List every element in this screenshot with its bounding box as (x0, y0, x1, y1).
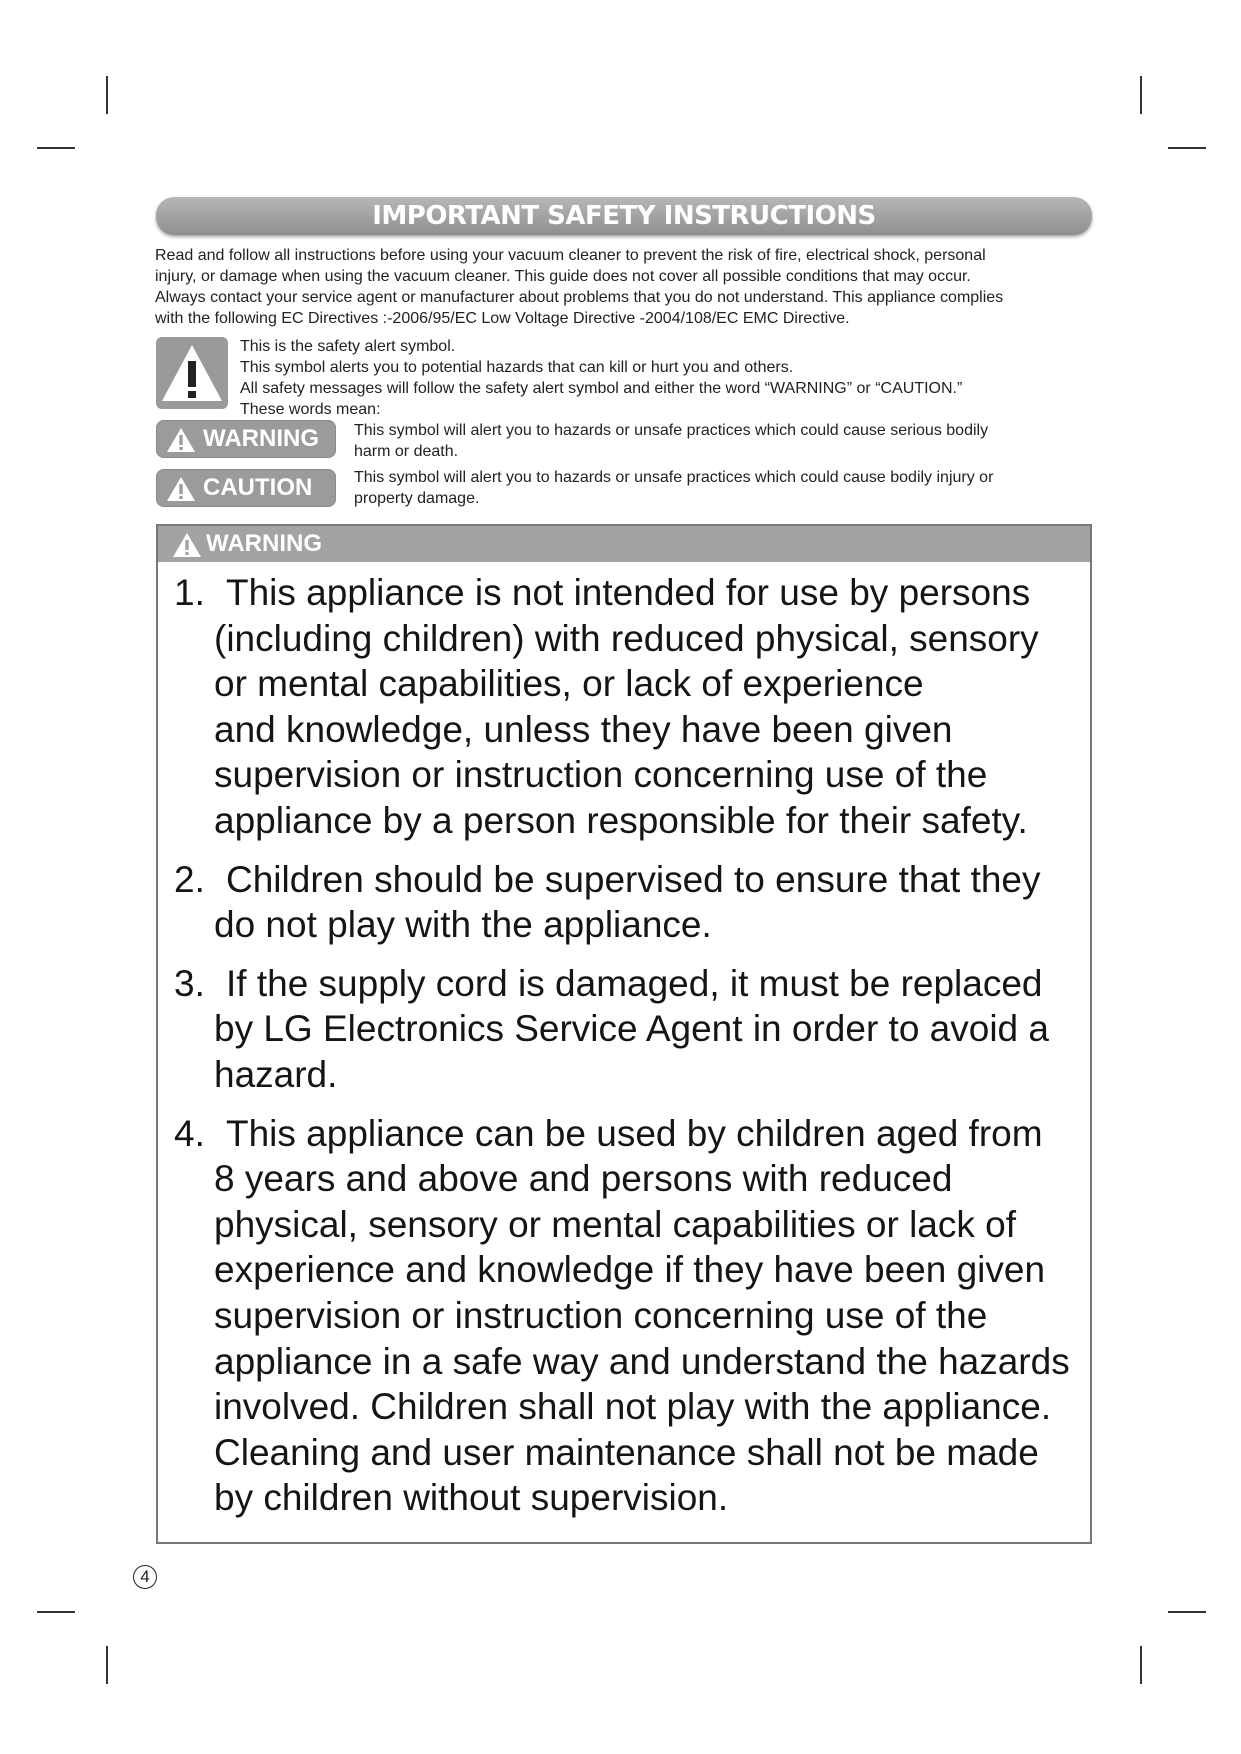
warning-badge-description (354, 420, 1074, 462)
exclamation-triangle-icon (156, 337, 228, 409)
page-number: 4 (133, 1565, 157, 1589)
page-title: IMPORTANT SAFETY INSTRUCTIONS (156, 197, 1092, 235)
item-line: physical, sensory or mental capabilities or lack of (214, 1203, 1017, 1245)
caution-badge-label: CAUTION (203, 474, 313, 501)
intro-paragraph (155, 245, 1095, 329)
safety-alert-symbol-row (155, 336, 1095, 416)
item-number: 1. (174, 572, 205, 613)
alert-line: This symbol alerts you to potential hazards that can kill or hurt you and others. (240, 359, 794, 376)
crop-mark-top-right-h (1168, 147, 1206, 149)
item-line: and knowledge, unless they have been given (214, 708, 953, 750)
intro-line: Read and follow all instructions before using your vacuum cleaner to prevent the risk of fire, electrical shock, personal (155, 247, 986, 264)
crop-mark-top-right-v (1140, 76, 1142, 114)
item-line: This appliance is not intended for use by persons (226, 572, 1031, 613)
intro-line: with the following EC Directives :-2006/95/EC Low Voltage Directive -2004/108/EC EMC Directive. (155, 310, 850, 327)
list-item (174, 857, 1084, 948)
item-line: If the supply cord is damaged, it must be replaced (226, 962, 1043, 1004)
item-line: do not play with the appliance. (214, 904, 712, 946)
item-line: Children should be supervised to ensure that they (226, 858, 1041, 900)
item-line: or mental capabilities, or lack of experience (214, 663, 924, 705)
caution-triangle-icon (166, 476, 196, 502)
item-line: by LG Electronics Service Agent in order to avoid a (214, 1008, 1049, 1050)
item-line: 8 years and above and persons with reduced (214, 1158, 953, 1200)
warning-section-header (158, 526, 1090, 562)
alert-line: This is the safety alert symbol. (240, 338, 456, 355)
warning-section (156, 524, 1092, 1544)
item-line: by children without supervision. (214, 1477, 729, 1519)
caution-badge-description (354, 467, 1074, 509)
intro-line: Always contact your service agent or manufacturer about problems that you do not understand. This appliance complies (155, 289, 1004, 306)
list-item (174, 961, 1084, 1098)
item-line: involved. Children shall not play with the appliance. (214, 1386, 1052, 1428)
crop-mark-bottom-right-v (1140, 1646, 1142, 1684)
item-line: experience and knowledge if they have been given (214, 1249, 1046, 1291)
item-number: 2. (174, 858, 205, 900)
item-line: hazard. (214, 1053, 338, 1095)
warning-triangle-icon (166, 427, 196, 453)
item-line: (including children) with reduced physical, sensory (214, 617, 1039, 659)
item-line: supervision or instruction concerning use of the (214, 754, 988, 796)
item-line: Cleaning and user maintenance shall not be made (214, 1431, 1039, 1473)
caution-desc-line: This symbol will alert you to hazards or unsafe practices which could cause bodily injury or (354, 469, 994, 486)
crop-mark-top-left-h (37, 147, 75, 149)
intro-line: injury, or damage when using the vacuum cleaner. This guide does not cover all possible conditions that may occur. (155, 268, 971, 285)
warning-desc-line: harm or death. (354, 443, 459, 460)
list-item (174, 570, 1084, 844)
crop-mark-bottom-right-h (1168, 1611, 1206, 1613)
caution-badge (156, 469, 336, 507)
item-number: 3. (174, 962, 205, 1004)
alert-symbol-box (156, 337, 228, 409)
item-line: This appliance can be used by children aged from (226, 1112, 1043, 1154)
item-line: appliance by a person responsible for their safety. (214, 799, 1028, 841)
warning-triangle-icon (172, 532, 202, 558)
list-item (174, 1111, 1084, 1521)
item-line: supervision or instruction concerning use of the (214, 1294, 988, 1336)
caution-desc-line: property damage. (354, 490, 480, 507)
warning-badge-label: WARNING (203, 425, 319, 452)
warning-badge (156, 420, 336, 458)
crop-mark-bottom-left-h (37, 1611, 75, 1613)
crop-mark-top-left-v (106, 76, 108, 114)
alert-line: All safety messages will follow the safety alert symbol and either the word “WARNING” or “CAUTION.” (240, 380, 963, 397)
alert-symbol-description (240, 336, 1100, 420)
item-line: appliance in a safe way and understand the hazards (214, 1340, 1070, 1382)
alert-line: These words mean: (240, 401, 381, 418)
warning-section-title: WARNING (206, 530, 322, 557)
warning-list (174, 570, 1084, 1534)
warning-desc-line: This symbol will alert you to hazards or unsafe practices which could cause serious bodily (354, 422, 989, 439)
item-number: 4. (174, 1112, 205, 1154)
crop-mark-bottom-left-v (106, 1646, 108, 1684)
